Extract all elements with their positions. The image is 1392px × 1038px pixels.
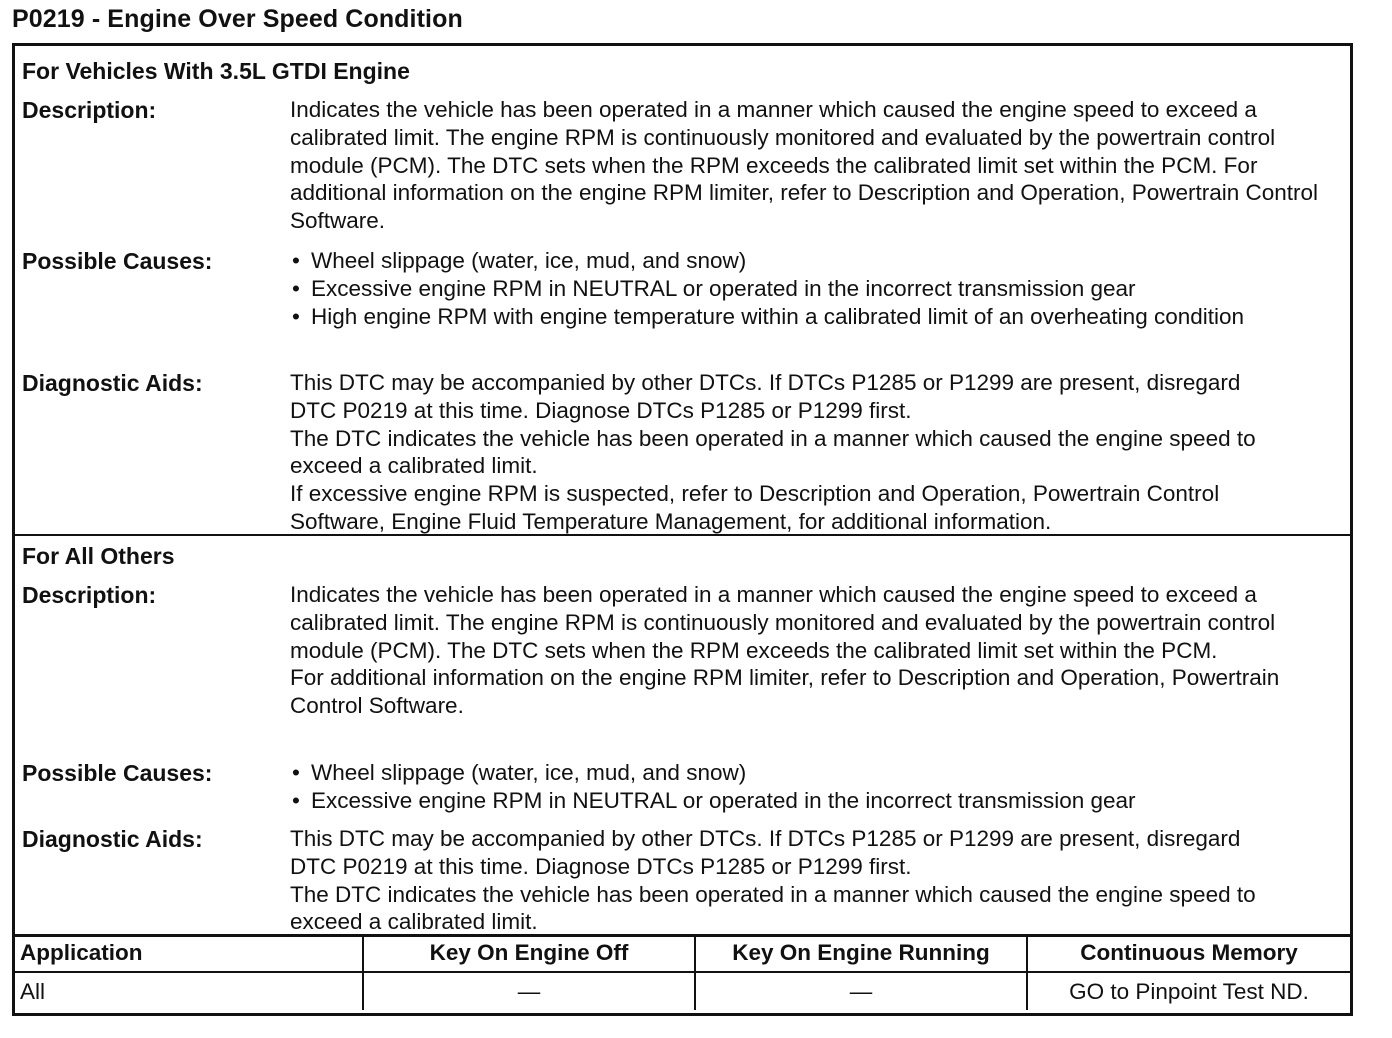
- possible-causes-list: [290, 759, 1350, 815]
- section-3-5l-gtdi: [15, 46, 1350, 536]
- description-text: [290, 581, 1350, 720]
- table-row: [15, 972, 1350, 1010]
- aids-paragraph: The DTC indicates the vehicle has been operated in a manner which caused the engine speed to exceed a calibrated limit.: [290, 425, 1256, 479]
- possible-causes-label: Possible Causes:: [22, 760, 213, 786]
- dtc-frame: [12, 43, 1353, 1016]
- cell-koer: —: [695, 972, 1027, 1010]
- diagnostic-aids-label: Diagnostic Aids:: [22, 370, 203, 396]
- description-paragraph: Indicates the vehicle has been operated in a manner which caused the engine speed to exceed a calibrated limit. The engine RPM is continuously monitored and evaluated by the powertrain control module (PCM). The DTC sets when the RPM exceeds the calibrated limit set within the PCM. For additional information on the engine RPM limiter, refer to Description and Operation, Powertrain Control Software.: [290, 97, 1319, 234]
- description-paragraph: Indicates the vehicle has been operated in a manner which caused the engine speed to exceed a calibrated limit. The engine RPM is continuously monitored and evaluated by the powertrain control module (PCM). The DTC sets when the RPM exceeds the calibrated limit set within the PCM.: [290, 582, 1276, 663]
- section-all-others: [15, 534, 1350, 937]
- cell-application: All: [15, 972, 363, 1010]
- possible-causes-list: [290, 247, 1350, 330]
- section-heading: For All Others: [22, 543, 175, 569]
- cause-item: • Wheel slippage (water, ice, mud, and snow): [290, 759, 1350, 787]
- aids-paragraph: This DTC may be accompanied by other DTCs. If DTCs P1285 or P1299 are present, disregard DTC P0219 at this time. Diagnose DTCs P1285 or P1299 first.: [290, 370, 1241, 423]
- cause-item: • Wheel slippage (water, ice, mud, and snow): [290, 247, 1350, 275]
- description-label: Description:: [22, 97, 157, 123]
- header-koer: Key On Engine Running: [695, 934, 1027, 972]
- table-header-row: [15, 934, 1350, 972]
- description-label: Description:: [22, 582, 157, 608]
- application-table: [15, 934, 1350, 1010]
- aids-paragraph: This DTC may be accompanied by other DTCs. If DTCs P1285 or P1299 are present, disregard DTC P0219 at this time. Diagnose DTCs P1285 or P1299 first.: [290, 826, 1241, 879]
- cause-item: • High engine RPM with engine temperature within a calibrated limit of an overheating condition: [290, 303, 1350, 331]
- section-heading: For Vehicles With 3.5L GTDI Engine: [22, 58, 410, 84]
- header-koeo: Key On Engine Off: [363, 934, 695, 972]
- diagnostic-aids-label: Diagnostic Aids:: [22, 826, 203, 852]
- cause-item: • Excessive engine RPM in NEUTRAL or operated in the incorrect transmission gear: [290, 275, 1350, 303]
- header-application: Application: [15, 934, 363, 972]
- diagnostic-aids-text: [290, 825, 1350, 936]
- aids-paragraph: If excessive engine RPM is suspected, refer to Description and Operation, Powertrain Control Software, Engine Fluid Temperature Management, for additional information.: [290, 481, 1220, 534]
- diagnostic-aids-text: [290, 369, 1350, 536]
- description-paragraph: For additional information on the engine RPM limiter, refer to Description and Operation, Powertrain Control Software.: [290, 665, 1280, 719]
- cell-continuous-memory: GO to Pinpoint Test ND.: [1069, 979, 1309, 1004]
- cause-item: • Excessive engine RPM in NEUTRAL or operated in the incorrect transmission gear: [290, 787, 1350, 815]
- aids-paragraph: The DTC indicates the vehicle has been operated in a manner which caused the engine speed to exceed a calibrated limit.: [290, 881, 1256, 935]
- page-title: P0219 - Engine Over Speed Condition: [12, 5, 463, 33]
- header-continuous-memory: Continuous Memory: [1027, 934, 1350, 972]
- possible-causes-label: Possible Causes:: [22, 248, 213, 274]
- description-text: [290, 96, 1350, 235]
- cell-koeo: —: [363, 972, 695, 1010]
